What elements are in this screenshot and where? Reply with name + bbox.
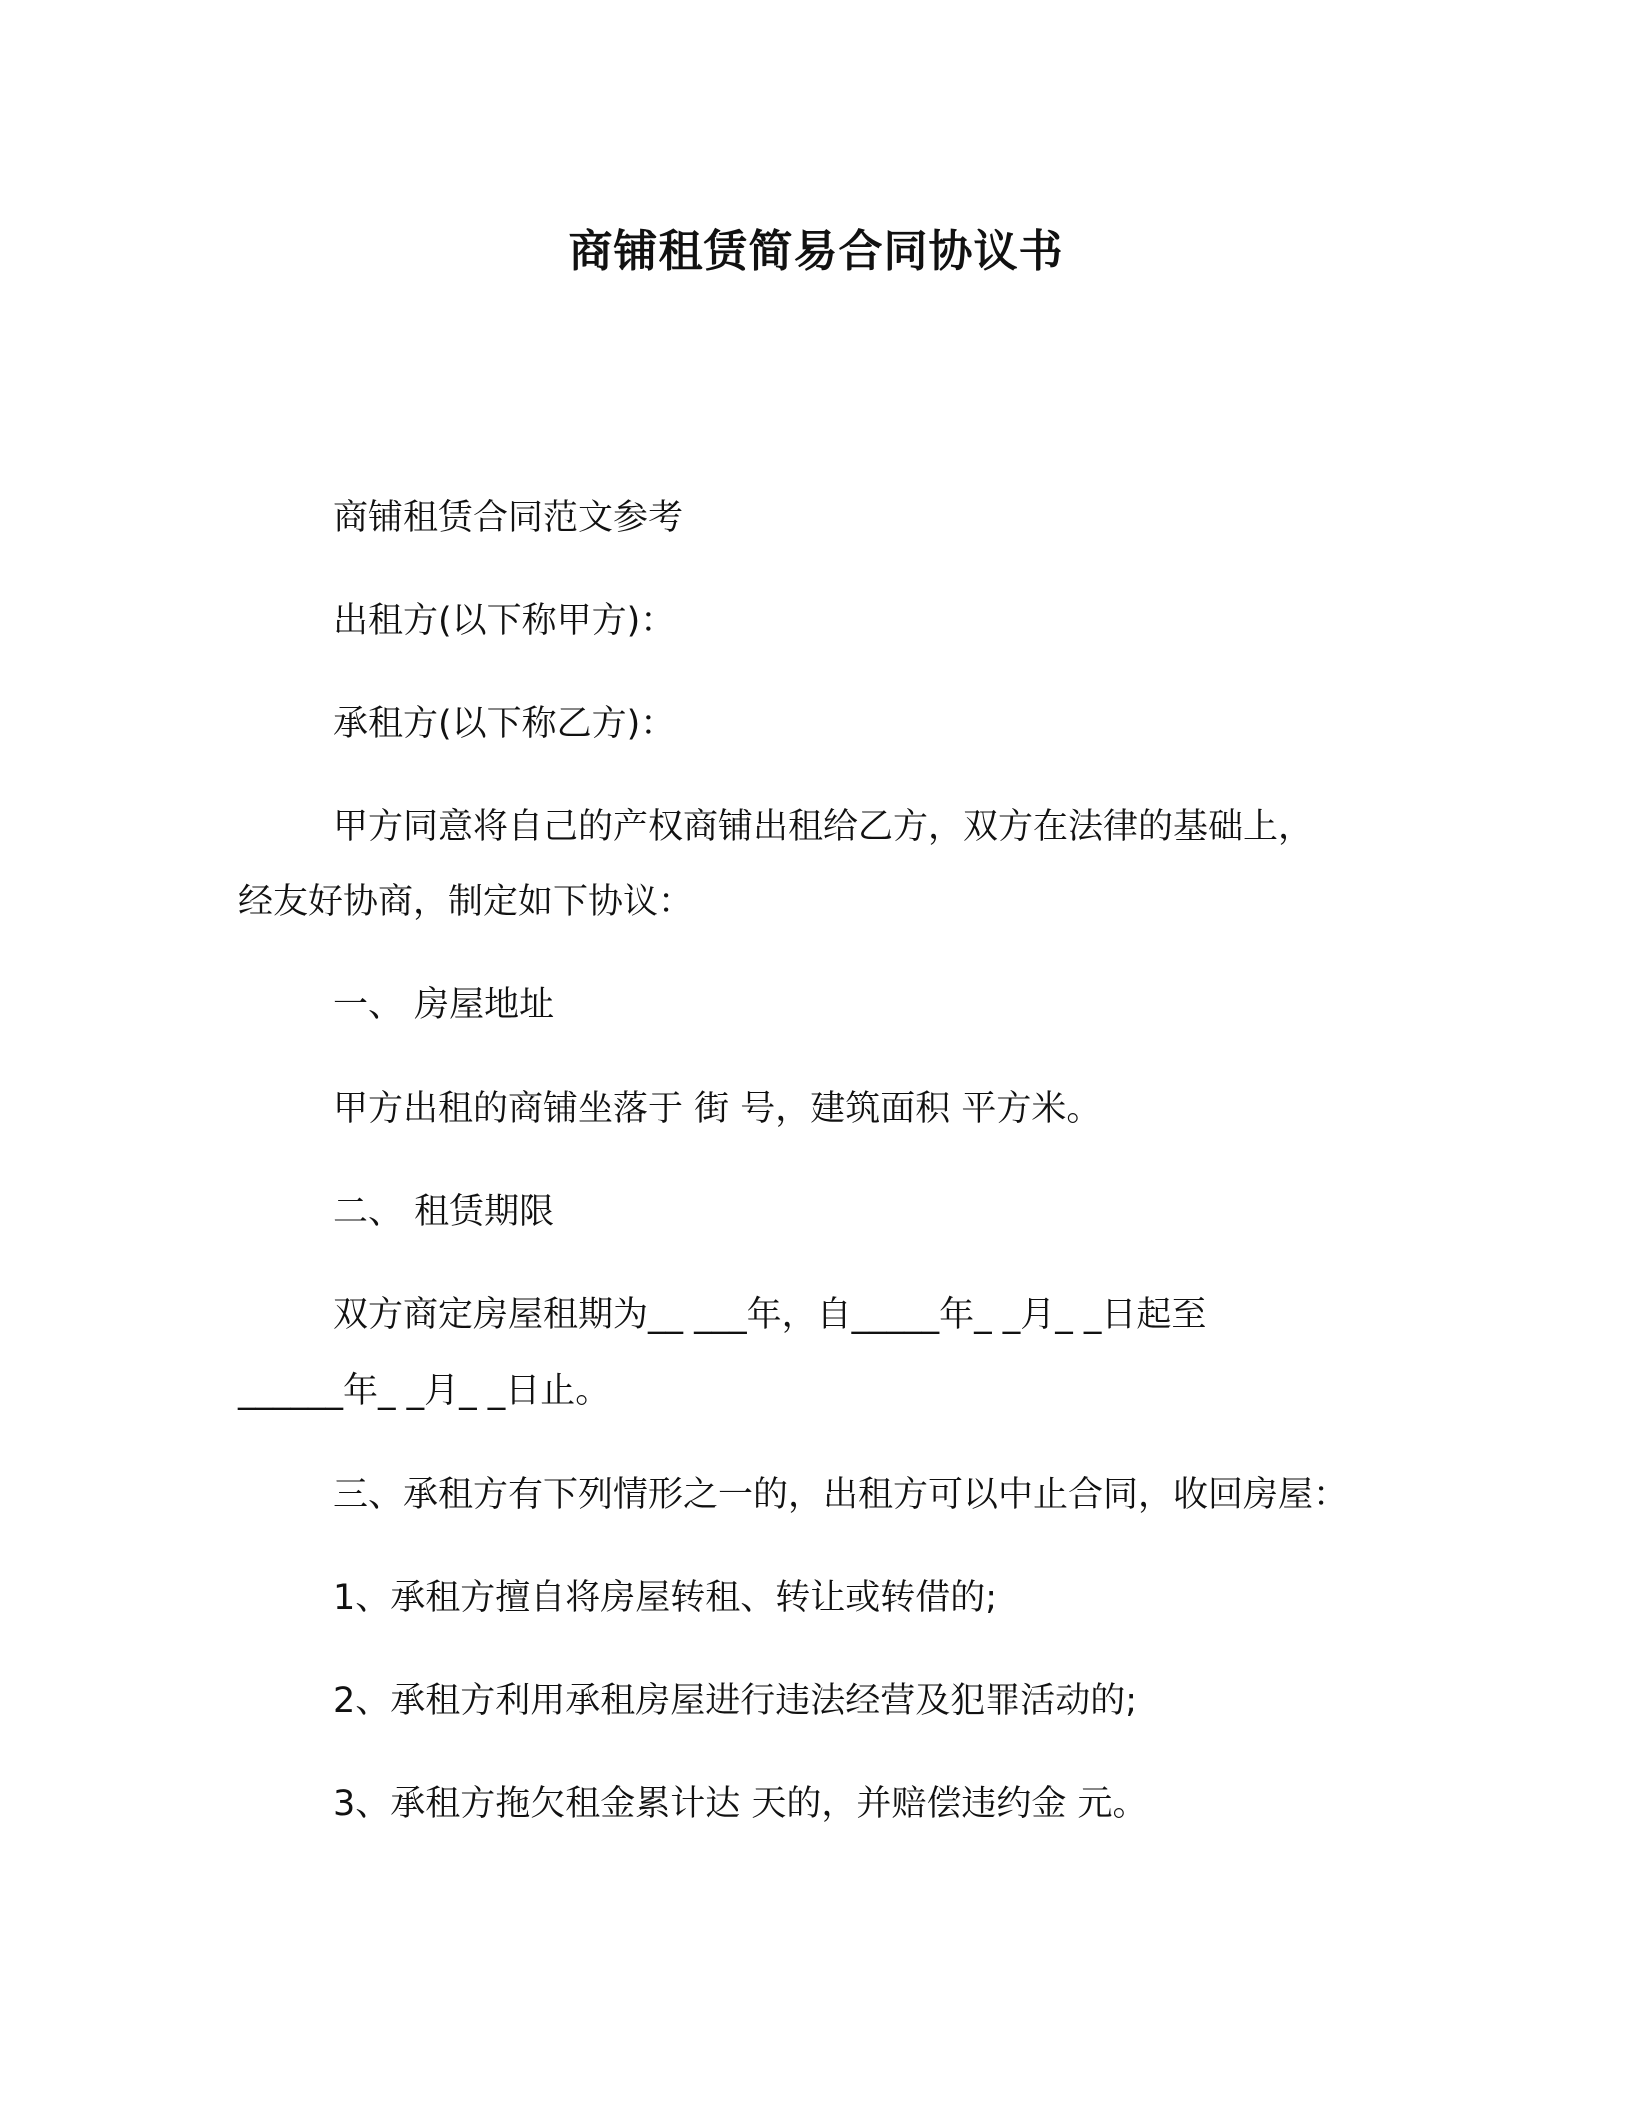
section-heading-term: 二、 租赁期限 bbox=[333, 1192, 555, 1232]
termination-item-3: 3、承租方拖欠租金累计达 天的，并赔偿违约金 元。 bbox=[333, 1784, 1148, 1824]
lessee-line: 承租方(以下称乙方)： bbox=[333, 704, 676, 744]
preamble-line-1: 甲方同意将自己的产权商铺出租给乙方，双方在法律的基础上， bbox=[333, 807, 1314, 847]
section-heading-address: 一、 房屋地址 bbox=[333, 985, 555, 1025]
termination-item-2: 2、承租方利用承租房屋进行违法经营及犯罪活动的; bbox=[333, 1681, 1138, 1721]
address-clause: 甲方出租的商铺坐落于 街 号，建筑面积 平方米。 bbox=[333, 1089, 1102, 1129]
term-clause-line-2: ______年_ _月_ _日止。 bbox=[238, 1371, 611, 1411]
section-heading-termination: 三、承租方有下列情形之一的，出租方可以中止合同，收回房屋： bbox=[333, 1475, 1349, 1515]
termination-item-1: 1、承租方擅自将房屋转租、转让或转借的; bbox=[333, 1578, 998, 1618]
document-title: 商铺租赁简易合同协议书 bbox=[568, 226, 1064, 277]
preamble-line-2: 经友好协商，制定如下协议： bbox=[238, 882, 694, 922]
term-clause-line-1: 双方商定房屋租期为__ ___年，自_____年_ _月_ _日起至 bbox=[333, 1295, 1207, 1335]
lessor-line: 出租方(以下称甲方)： bbox=[333, 601, 676, 641]
subtitle-line: 商铺租赁合同范文参考 bbox=[333, 498, 684, 538]
